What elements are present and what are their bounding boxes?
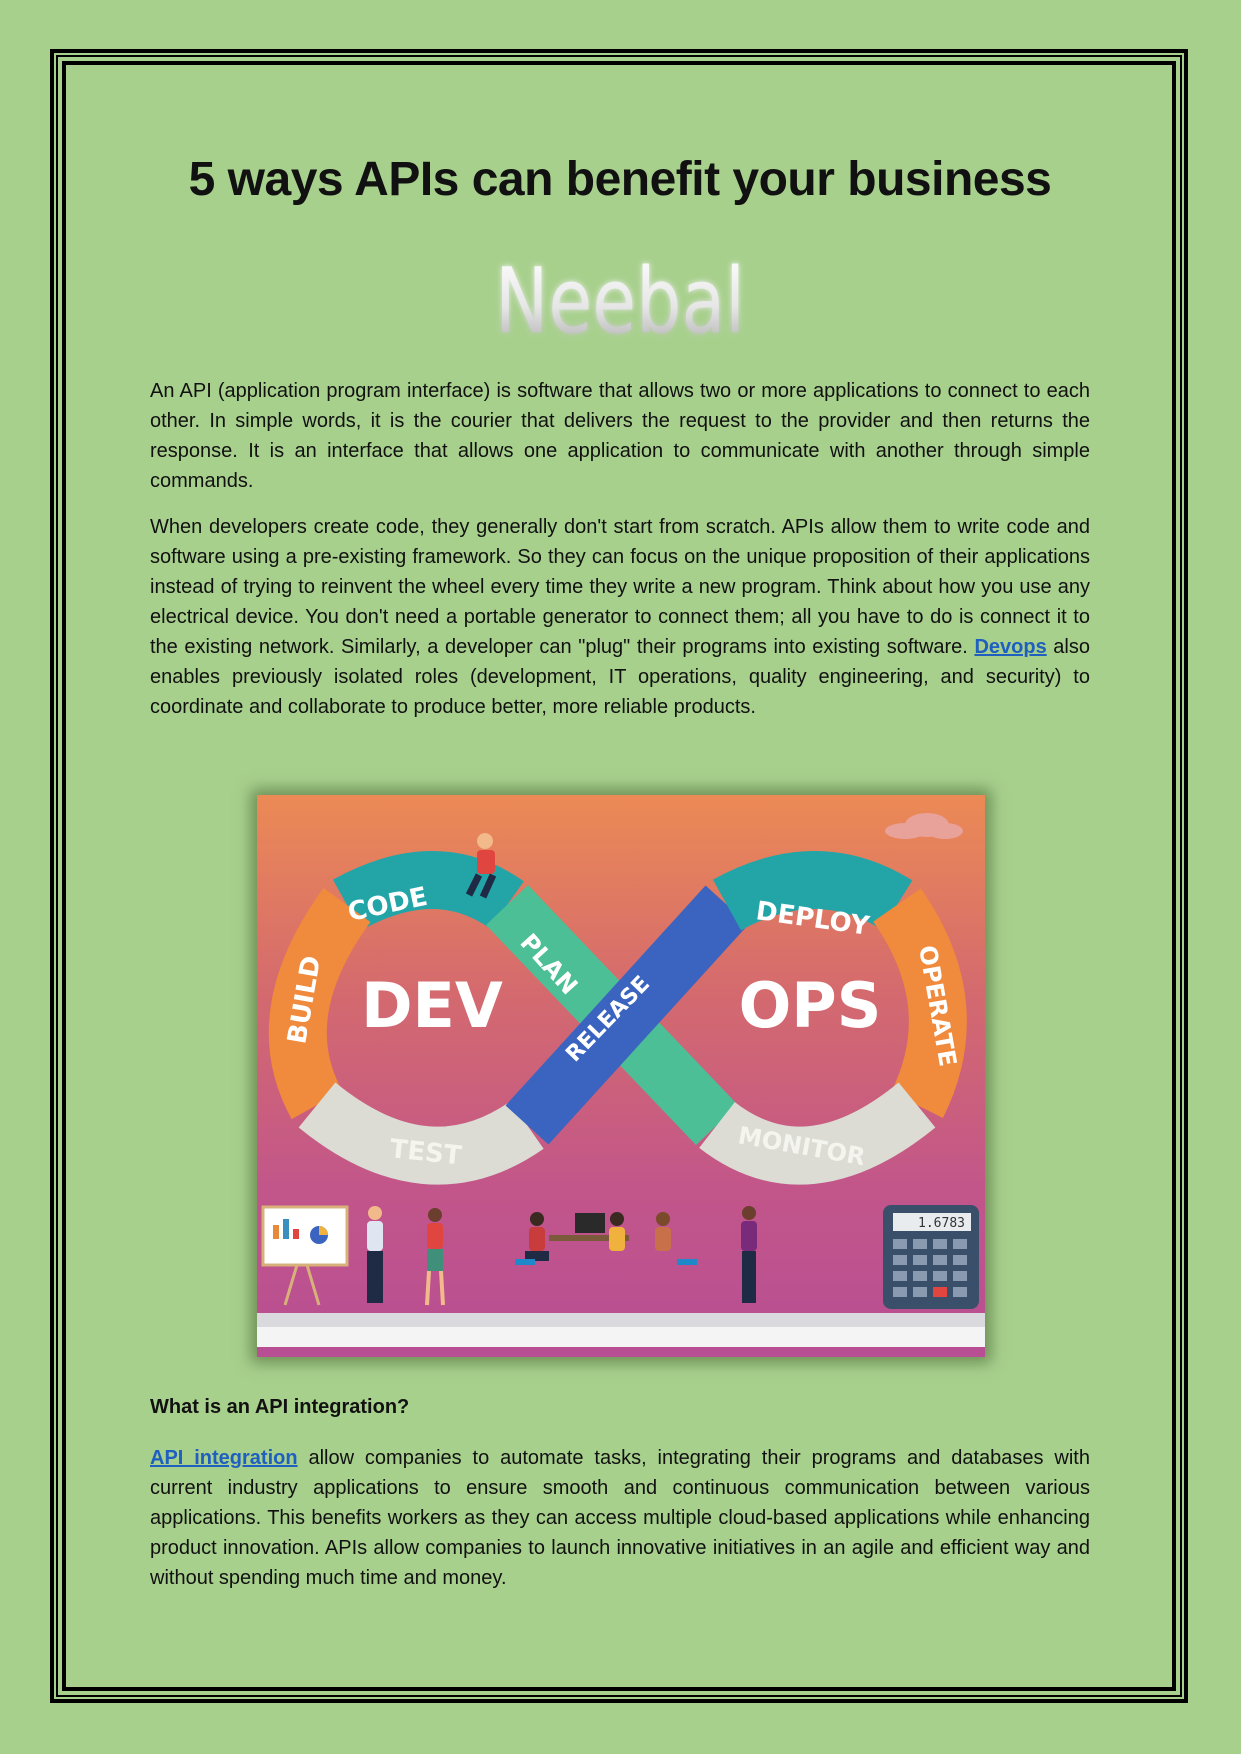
ops-word: OPS — [738, 969, 882, 1042]
loop-label-deploy: DEPLOY — [754, 896, 872, 942]
api-integration-paragraph — [150, 1443, 1090, 1593]
framework-text-start: When developers create code, they generally don't start from scratch. APIs allow them to write code and software using a pre-existing framework. So they can focus on the unique proposition of their applications instead of trying to reinvent the wheel every time they write a new program. Think about how you use any electrical device. You don't need a portable generator to connect them; all you have to do is connect it to the existing network. Similarly, a developer can "plug" their programs into existing software. — [150, 516, 1090, 658]
dev-word: DEV — [361, 969, 503, 1042]
api-integration-link[interactable]: API integration — [150, 1447, 298, 1469]
framework-paragraph — [150, 512, 1090, 722]
neebal-logo — [480, 249, 760, 354]
devops-link[interactable]: Devops — [974, 636, 1047, 658]
loop-label-code: CODE — [345, 881, 431, 928]
page-title: 5 ways APIs can benefit your business — [188, 153, 1052, 206]
loop-label-build: BUILD — [282, 953, 328, 1047]
loop-label-operate: OPERATE — [913, 943, 962, 1069]
loop-segment-deploy — [727, 880, 897, 905]
loop-label-monitor: MONITOR — [735, 1121, 868, 1172]
devops-illustration — [257, 795, 985, 1357]
loop-label-plan: PLAN — [514, 928, 584, 1001]
calculator-icon — [883, 1205, 979, 1309]
svg-text:Neebal: Neebal — [495, 249, 745, 354]
calculator-display: 1.6783 — [918, 1216, 965, 1231]
api-integration-text: allow companies to automate tasks, integrating their programs and databases with current industry applications to ensure smooth and continuous communication between various applications. This benefits workers as they can access multiple cloud-based applications while enhancing product innovation. APIs allow companies to launch innovative initiatives in an agile and efficient way and without spending much time and money. — [150, 1447, 1090, 1589]
loop-label-test: TEST — [388, 1134, 463, 1172]
section-heading: What is an API integration? — [150, 1396, 410, 1418]
framework-text-end: also enables previously isolated roles (development, IT operations, quality engineering, and security) to coordinate and collaborate to produce better, more reliable products. — [150, 636, 1090, 718]
loop-label-release: RELEASE — [561, 971, 655, 1068]
intro-paragraph: An API (application program interface) is software that allows two or more applications to connect to each other. In simple words, it is the courier that delivers the request to the provider and then returns the response. It is an interface that allows one application to communicate with another through simple commands. — [150, 380, 1090, 492]
